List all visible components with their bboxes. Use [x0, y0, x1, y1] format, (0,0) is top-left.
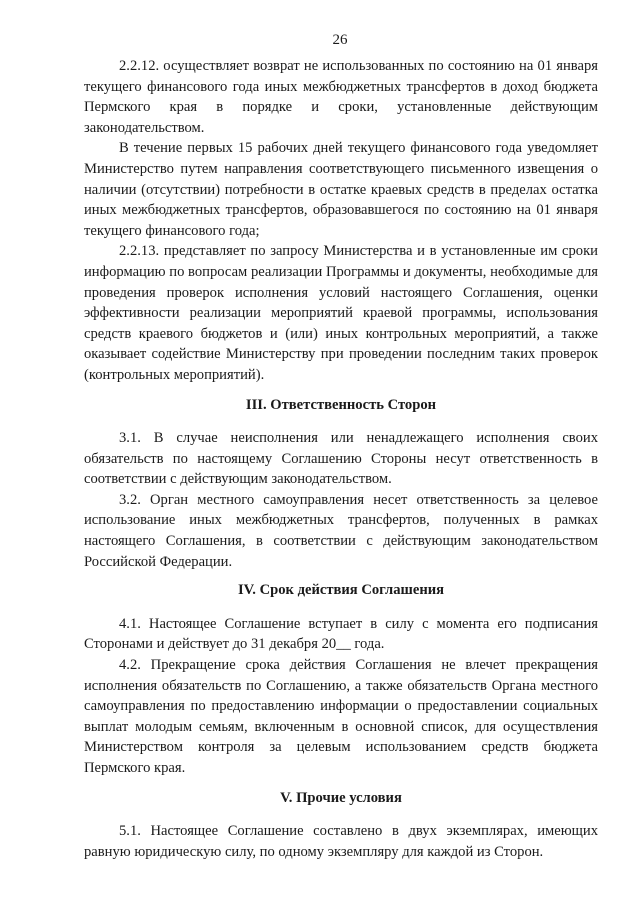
clause-3-1: 3.1. В случае неисполнения или ненадлежащего исполнения своих обязательств по настоящему Соглашению Стороны несут ответственность в соответствии с действующим законодательством. [84, 430, 598, 488]
clause-5-1: 5.1. Настоящее Соглашение составлено в двух экземплярах, имеющих равную юридическую силу, по одному экземпляру для каждой из Сторон. [84, 823, 598, 860]
clause-2-2-13: 2.2.13. представляет по запросу Министерства и в установленные им сроки информацию по вопросам реализации Программы и документы, необходимые для проведения проверок исполнения условий настоящего Соглашения, оценки эффективности реализации мероприятий краевой программы, использования средств краевого бюджетов и (или) иных контрольных мероприятий, а также оказывает содействие Министерству при проведении последним таких проверок (контрольных мероприятий). [84, 243, 598, 383]
clause-2-2-12-notice: В течение первых 15 рабочих дней текущего финансового года уведомляет Министерство путем направления соответствующего письменного извещения о наличии (отсутствии) потребности в остатке краевых средств в пределах остатка иных межбюджетных трансфертов, образовавшегося по состоянию на 01 января текущего финансового года; [84, 140, 598, 239]
page-number: 26 [332, 32, 348, 48]
section-4-title: IV. Срок действия Соглашения [237, 582, 445, 599]
clause-4-2: 4.2. Прекращение срока действия Соглашения не влечет прекращения исполнения обязательств по Соглашению, а также обязательств Органа местного самоуправления по предоставлению информации о предоставлении социальных выплат молодым семьям, включенным в основной список, для осуществления Министерством контроля за целевым использованием средств бюджета Пермского края. [84, 657, 598, 776]
section-5-title: V. Прочие условия [280, 789, 402, 806]
clause-3-2: 3.2. Орган местного самоуправления несет ответственность за целевое использование иных межбюджетных трансфертов, полученных в рамках настоящего Соглашения, в соответствии с действующим законодательством Российской Федерации. [84, 491, 598, 570]
section-3-title: III. Ответственность Сторон [245, 396, 437, 413]
clause-2-2-12: 2.2.12. осуществляет возврат не использованных по состоянию на 01 января текущего финансового года иных межбюджетных трансфертов в доход бюджета Пермского края в порядке и сроки, установленные действующим законодательством. [84, 58, 598, 136]
clause-4-1: 4.1. Настоящее Соглашение вступает в силу с момента его подписания Сторонами и действует до 31 декабря 20__ года. [84, 615, 598, 653]
document-body [84, 56, 598, 862]
